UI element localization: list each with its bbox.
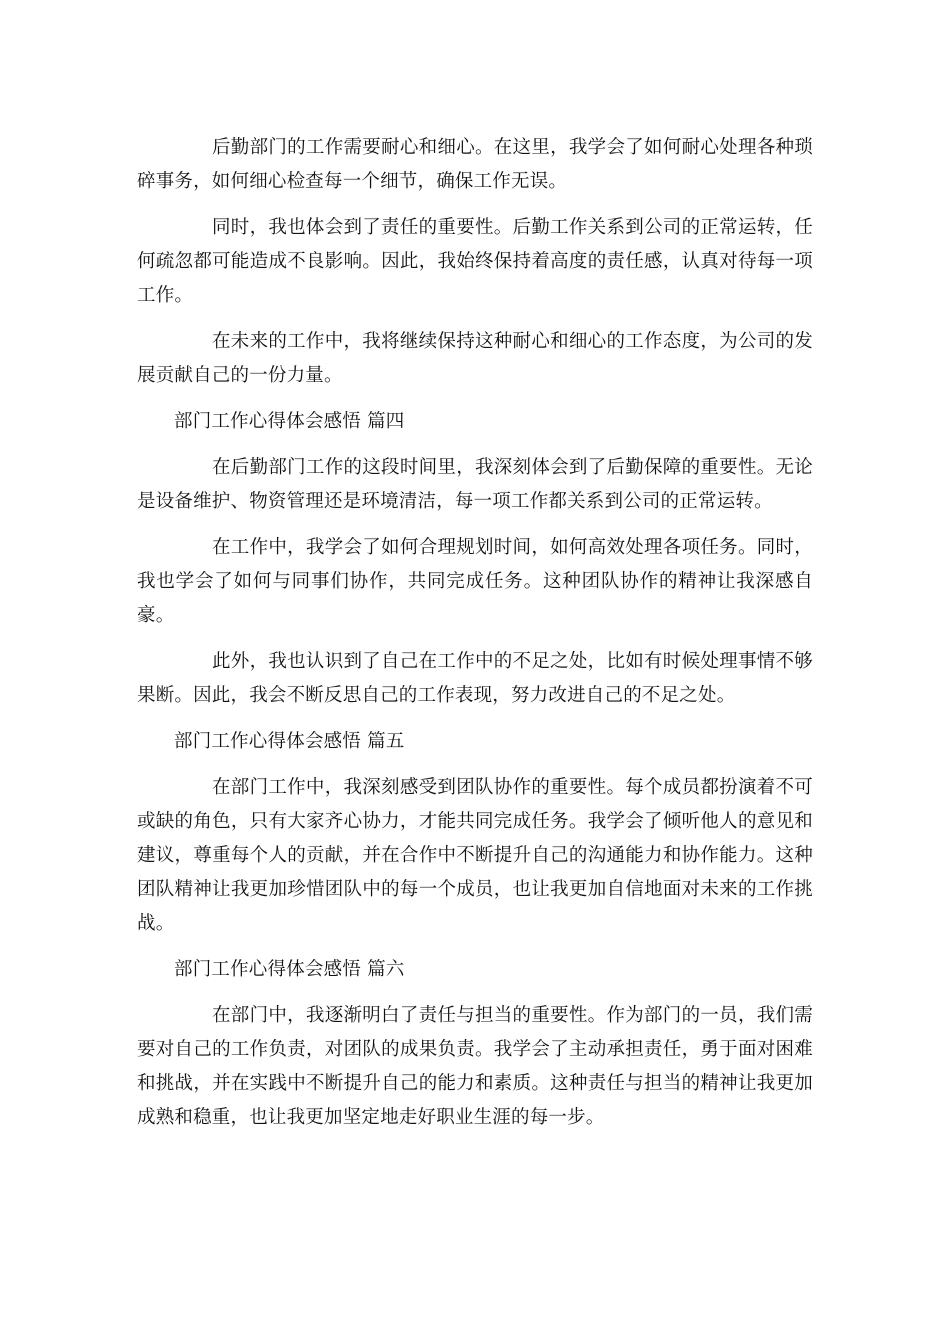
paragraph-teamwork: 在部门工作中，我深刻感受到团队协作的重要性。每个成员都扮演着不可或缺的角色，只有大家齐心协力，才能共同完成任务。我学会了倾听他人的意见和建议，尊重每个人的贡献，并在合作中不断提升自己的沟通能力和协作能力。这种团队精神让我更加珍惜团队中的每一个成员，也让我更加自信地面对未来的工作挑战。 xyxy=(137,777,813,934)
section-heading-part-five: 部门工作心得体会感悟 篇五 xyxy=(174,731,405,752)
section-heading-part-four: 部门工作心得体会感悟 篇四 xyxy=(174,411,405,432)
section-heading-part-six: 部门工作心得体会感悟 篇六 xyxy=(174,959,405,980)
paragraph-logistics-importance: 在后勤部门工作的这段时间里，我深刻体会到了后勤保障的重要性。无论是设备维护、物资管理还是环境清洁，每一项工作都关系到公司的正常运转。 xyxy=(137,457,813,512)
paragraph-responsibility: 同时，我也体会到了责任的重要性。后勤工作关系到公司的正常运转，任何疏忽都可能造成不良影响。因此，我始终保持着高度的责任感，认真对待每一项工作。 xyxy=(137,217,813,306)
paragraph-time-planning: 在工作中，我学会了如何合理规划时间，如何高效处理各项任务。同时，我也学会了如何与同事们协作，共同完成任务。这种团队协作的精神让我深感自豪。 xyxy=(137,537,813,626)
document-page xyxy=(137,131,813,1135)
paragraph-accountability: 在部门中，我逐渐明白了责任与担当的重要性。作为部门的一员，我们需要对自己的工作负责，对团队的成果负责。我学会了主动承担责任，勇于面对困难和挑战，并在实践中不断提升自己的能力和素质。这种责任与担当的精神让我更加成熟和稳重，也让我更加坚定地走好职业生涯的每一步。 xyxy=(137,1005,813,1128)
paragraph-shortcomings: 此外，我也认识到了自己在工作中的不足之处，比如有时候处理事情不够果断。因此，我会不断反思自己的工作表现，努力改进自己的不足之处。 xyxy=(137,651,813,706)
paragraph-future: 在未来的工作中，我将继续保持这种耐心和细心的工作态度，为公司的发展贡献自己的一份力量。 xyxy=(137,331,813,386)
paragraph-patience: 后勤部门的工作需要耐心和细心。在这里，我学会了如何耐心处理各种琐碎事务，如何细心检查每一个细节，确保工作无误。 xyxy=(137,137,813,192)
